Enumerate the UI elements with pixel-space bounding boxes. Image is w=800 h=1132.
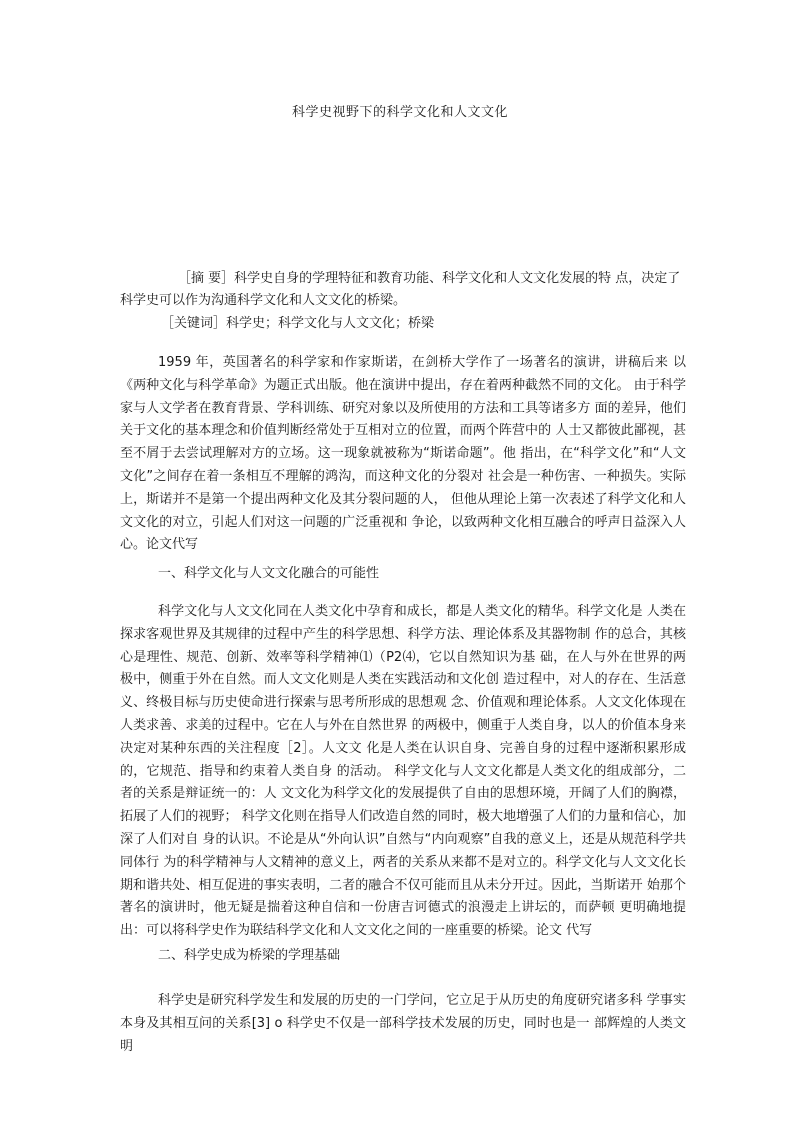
paragraph: 科学文化与人文文化同在人类文化中孕育和成长，都是人类文化的精华。科学文化是 人类在探求客观世界及其规律的过程中产生的科学思想、科学方法、理论体系及其器物制 作的总合，其核心是理性、规范、创新、效率等科学精神⑴（P2⑷，它以自然知识为基 础，在人与外在世界的两极中，侧重于外在自然。而人文文化则是人类在实践活动和文化创 造过程中，对人的存在、生活意义、终极目标与历史使命进行探索与思考所形成的思想观 念、价值观和理论体系。人文文化体现在人类求善、求美的过程中。它在人与外在自然世界 的两极中，侧重于人类自身，以人的价值本身来决定对某种东西的关注程度［2］。人文文 化是人类在认识自身、完善自身的过程中逐渐积累形成的，它规范、指导和约束着人类自身 的活动。 科学文化与人文文化都是人类文化的组成部分，二者的关系是辩证统一的：人 文文化为科学文化的发展提供了自由的思想环境，开阔了人们的胸襟，拓展了人们的视野； 科学文化则在指导人们改造自然的同时，极大地增强了人们的力量和信心，加深了人们对自 身的认识。不论是从“外向认识”自然与“内向观察”自我的意义上，还是从规范科学共同体行 为的科学精神与人文精神的意义上，两者的关系从来都不是对立的。科学文化与人文文化长 期和谐共处、相互促进的事实表明，二者的融合不仅可能而且从未分开过。因此，当斯诺开 始那个著名的演讲时，他无疑是揣着这种自信和一份唐吉诃德式的浪漫走上讲坛的，而萨顿 更明确地提出：可以将科学史作为联结科学文化和人文文化之间的一座重要的桥梁。论文 代写 xyxy=(120,604,686,939)
paragraph: 1959 年，英国著名的科学家和作家斯诺，在剑桥大学作了一场著名的演讲，讲稿后来 以《两种文化与科学革命》为题正式出版。他在演讲中提出，存在着两种截然不同的文化。 由于科学家与人文学者在教育背景、学科训练、研究对象以及所使用的方法和工具等诸多方 面的差异，他们关于文化的基本理念和价值判断经常处于互相对立的位置，而两个阵营中的 人士又都彼此鄙视，甚至不屑于去尝试理解对方的立场。这一现象就被称为“斯诺命题”。他 指出，在“科学文化”和“人文文化”之间存在着一条相互不理解的鸿沟，而这种文化的分裂对 社会是一种伤害、一种损失。实际上，斯诺并不是第一个提出两种文化及其分裂问题的人， 但他从理论上第一次表述了科学文化和人文文化的对立，引起人们对这一问题的广泛重视和 争论，以致两种文化相互融合的呼声日益深入人心。论文代写 xyxy=(120,355,686,553)
document-title: 科学史视野下的科学文化和人文文化 xyxy=(291,105,508,120)
section-heading: 二、科学史成为桥梁的学理基础 xyxy=(158,948,341,963)
keywords: ［关键词］科学史；科学文化与人文文化；桥梁 xyxy=(161,316,435,331)
abstract: ［摘 要］科学史自身的学理特征和教育功能、科学文化和人文文化发展的特 点，决定了科学史可以作为沟通科学文化和人文文化的桥梁。 xyxy=(120,271,681,308)
section-heading: 一、科学文化与人文文化融合的可能性 xyxy=(158,566,380,581)
paragraph: 科学史是研究科学发生和发展的历史的一门学问，它立足于从历史的角度研究诸多科 学事实本身及其相互问的关系[3] o 科学史不仅是一部科学技术发展的历史，同时也是一 部辉煌的人类文明 xyxy=(120,993,686,1054)
